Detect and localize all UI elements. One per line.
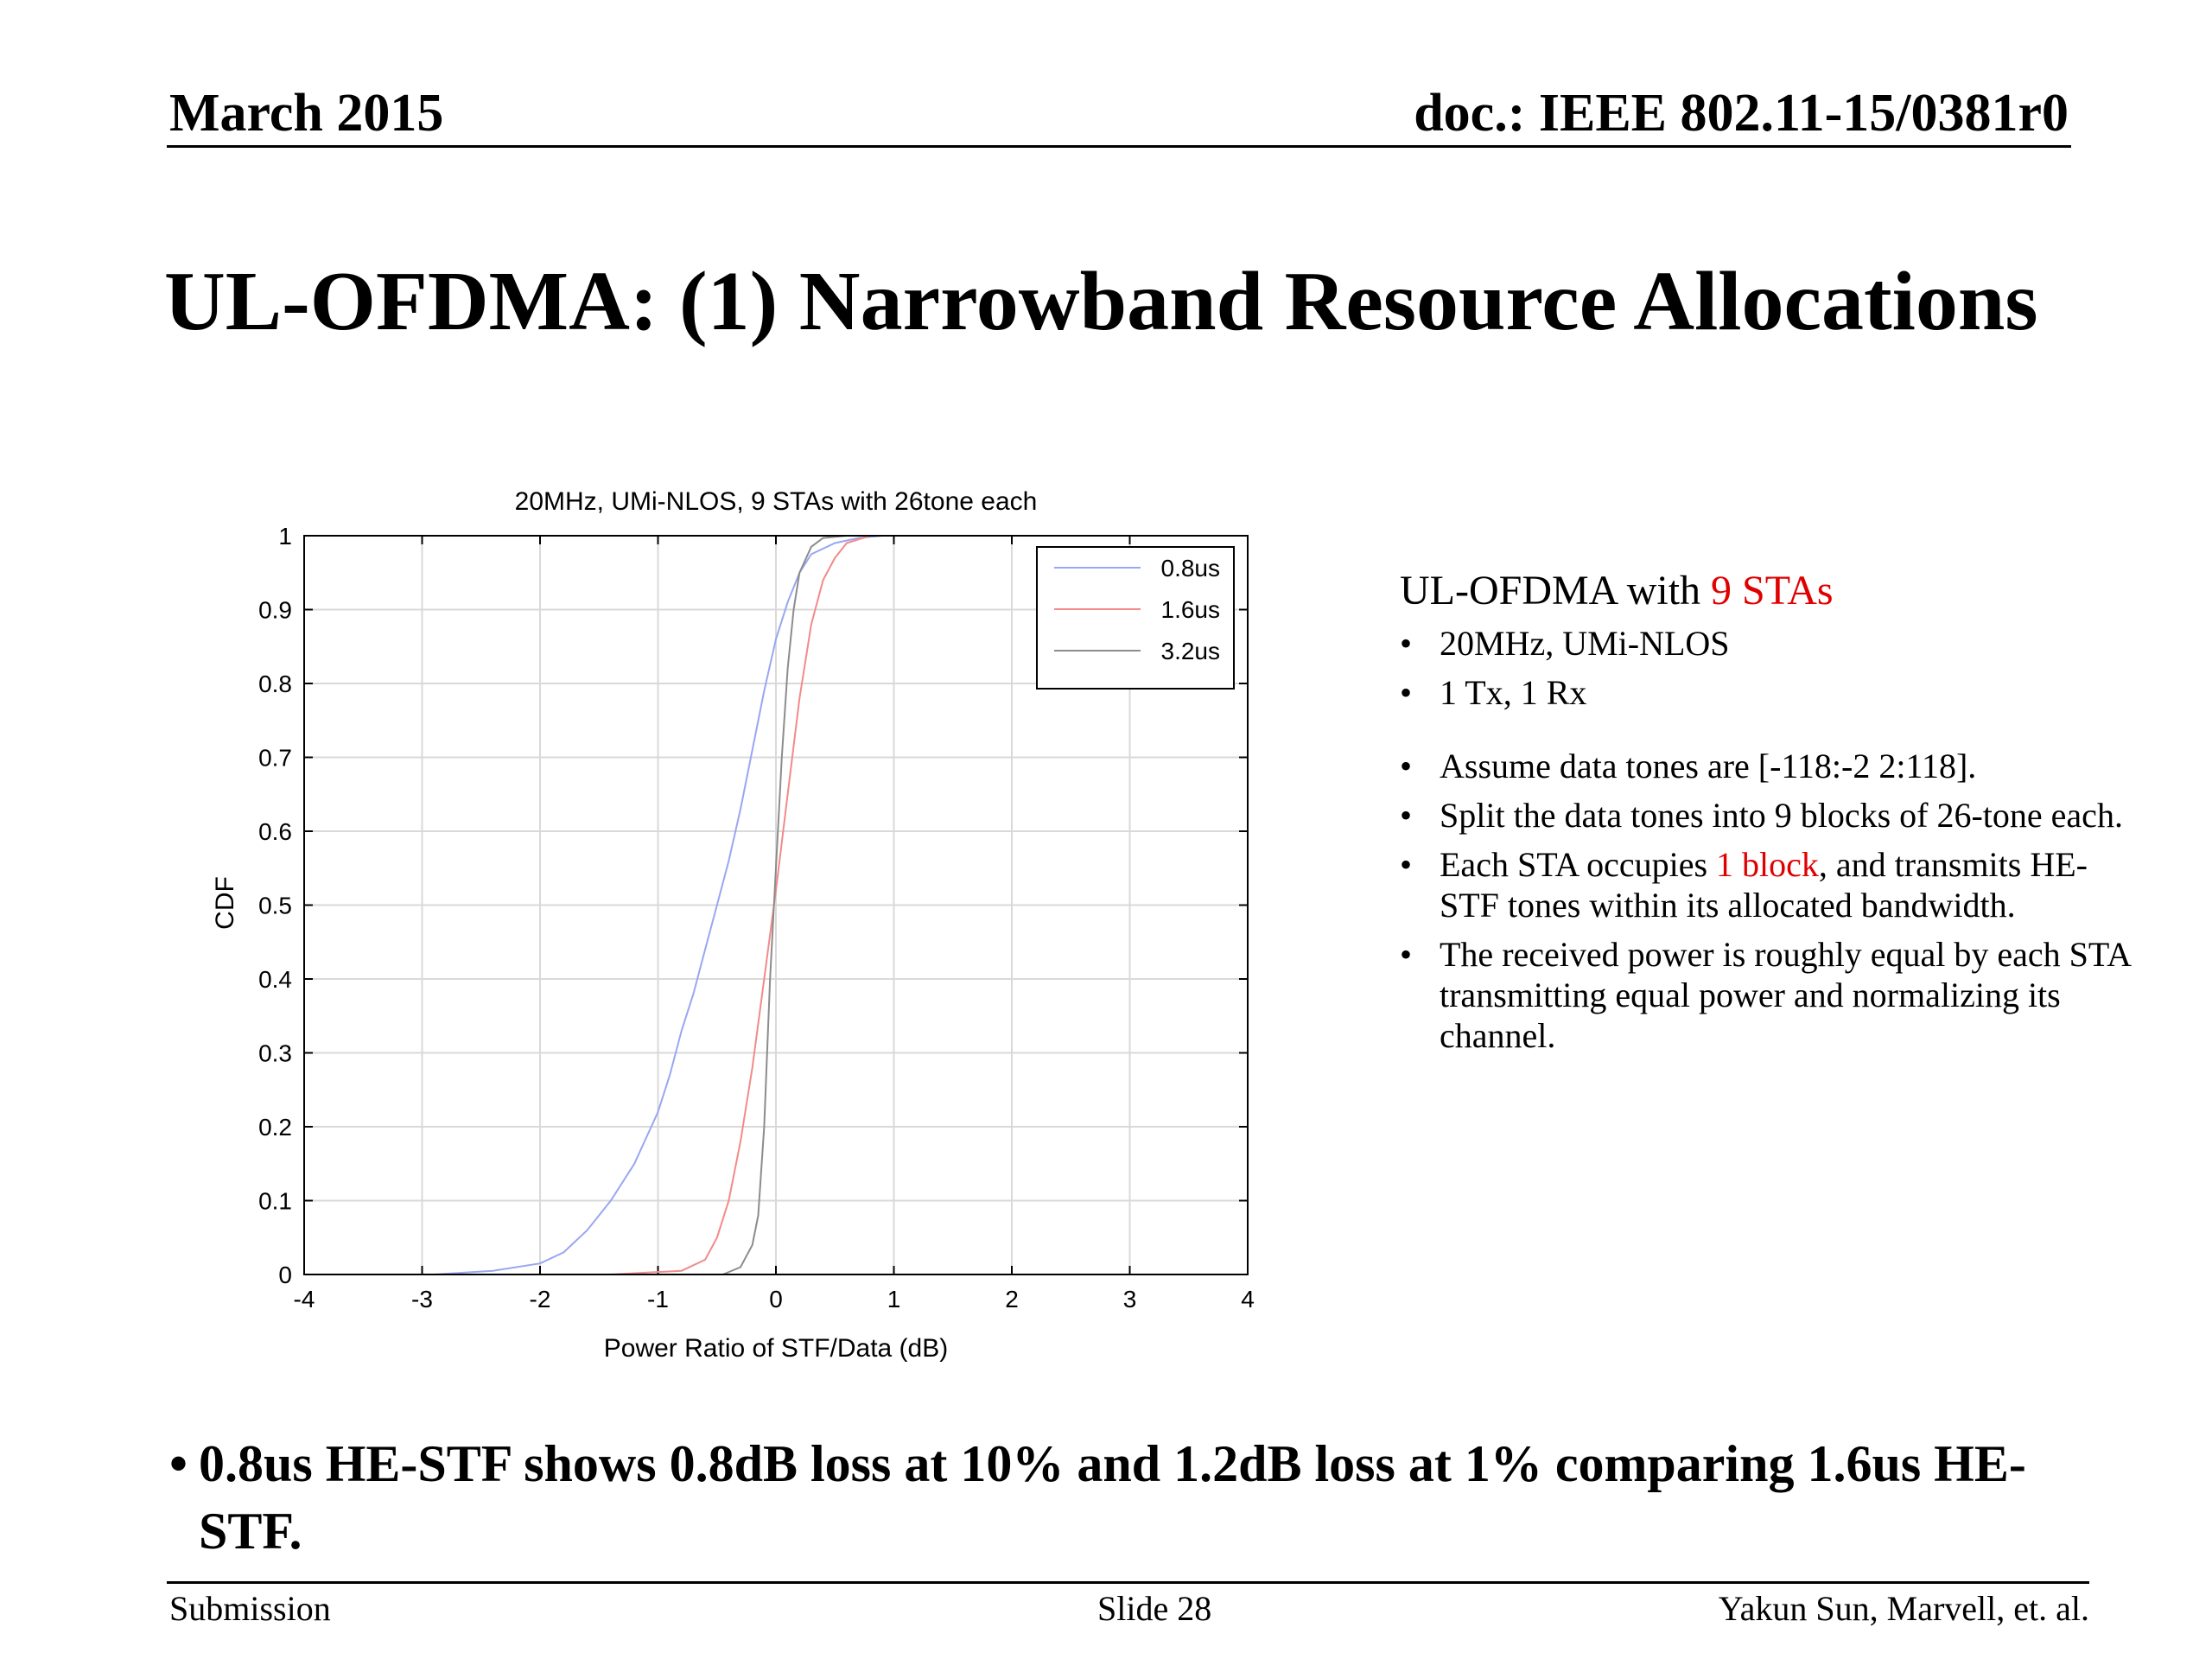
x-tick-label: -1 bbox=[647, 1286, 669, 1313]
series-point bbox=[704, 949, 706, 950]
slide-title: UL-OFDMA: (1) Narrowband Resource Allocations bbox=[164, 255, 2038, 348]
chart-legend bbox=[1037, 547, 1234, 689]
header-date: March 2015 bbox=[169, 84, 444, 143]
chart-ylabel: CDF bbox=[211, 876, 239, 930]
y-tick-label: 0.8 bbox=[258, 671, 292, 697]
assumption-text-after: , and transmits HE-STF tones within its allocated bandwidth. bbox=[1440, 844, 2088, 925]
heading-highlight: 9 STAs bbox=[1711, 568, 1834, 613]
y-tick-label: 0 bbox=[278, 1262, 292, 1288]
cdf-chart bbox=[190, 480, 1313, 1378]
series-point bbox=[587, 1230, 588, 1231]
series-point bbox=[764, 978, 766, 980]
y-tick-label: 0.4 bbox=[258, 966, 292, 993]
chart-title: 20MHz, UMi-NLOS, 9 STAs with 26tone each bbox=[514, 487, 1038, 516]
series-point bbox=[823, 580, 824, 582]
series-point bbox=[728, 860, 730, 861]
x-tick-label: 2 bbox=[1005, 1286, 1019, 1313]
series-point bbox=[716, 905, 718, 906]
series-point bbox=[810, 624, 812, 626]
header-rule bbox=[167, 145, 2071, 148]
y-tick-label: 0.6 bbox=[258, 818, 292, 845]
x-tick-label: -3 bbox=[411, 1286, 433, 1313]
assumption-item: • Assume data tones are [-118:-2 2:118]. bbox=[1400, 746, 2143, 786]
footer-rule bbox=[167, 1581, 2089, 1584]
right-panel-heading bbox=[1400, 566, 2143, 616]
series-point bbox=[658, 1111, 659, 1113]
series-point bbox=[758, 1215, 760, 1217]
series-point bbox=[752, 1244, 753, 1246]
legend-label: 0.8us bbox=[1160, 555, 1220, 582]
y-tick-label: 1 bbox=[278, 523, 292, 550]
x-tick-label: -2 bbox=[529, 1286, 551, 1313]
series-point bbox=[775, 639, 777, 640]
footer-slide-number: Slide 28 bbox=[1097, 1589, 1212, 1628]
series-point bbox=[787, 668, 789, 670]
x-tick-label: 4 bbox=[1241, 1286, 1255, 1313]
assumption-item: • The received power is roughly equal by each STA transmitting equal power and normalizing its channel. bbox=[1400, 934, 2143, 1056]
series-point bbox=[846, 543, 848, 544]
assumption-highlight: 1 block bbox=[1716, 844, 1819, 884]
series-point bbox=[764, 690, 766, 692]
series-point bbox=[610, 1200, 612, 1202]
conclusion-text: 0.8us HE-STF shows 0.8dB loss at 10% and 1.2dB loss at 1% comparing 1.6us HE-STF. bbox=[199, 1435, 2026, 1560]
series-point bbox=[716, 1236, 718, 1238]
y-tick-label: 0.9 bbox=[258, 596, 292, 624]
series-point bbox=[834, 543, 836, 544]
setup-item: • 1 Tx, 1 Rx bbox=[1400, 672, 2143, 713]
bullet-mark: • bbox=[169, 1435, 188, 1492]
series-point bbox=[752, 1067, 753, 1069]
series-point bbox=[810, 554, 812, 556]
series-point bbox=[752, 749, 753, 751]
right-panel bbox=[1400, 566, 2143, 1065]
y-tick-label: 0.2 bbox=[258, 1114, 292, 1141]
series-point bbox=[681, 1030, 683, 1032]
series-point bbox=[563, 1252, 565, 1254]
series-point bbox=[539, 1262, 541, 1264]
x-tick-label: -4 bbox=[293, 1286, 315, 1313]
series-point bbox=[787, 793, 789, 795]
setup-item: • 20MHz, UMi-NLOS bbox=[1400, 623, 2143, 664]
assumption-item bbox=[1400, 844, 2143, 925]
x-tick-label: 1 bbox=[887, 1286, 901, 1313]
assumption-item: • Split the data tones into 9 blocks of 26-tone each. bbox=[1400, 795, 2143, 836]
series-point bbox=[810, 546, 812, 548]
footer-authors: Yakun Sun, Marvell, et. al. bbox=[1718, 1589, 2089, 1628]
footer-submission: Submission bbox=[169, 1589, 331, 1628]
series-point bbox=[781, 757, 783, 759]
series-point bbox=[740, 1267, 741, 1268]
series-point bbox=[764, 1126, 766, 1128]
conclusion-bullet bbox=[169, 1430, 2088, 1565]
series-point bbox=[669, 1074, 671, 1076]
series-point bbox=[493, 1270, 494, 1272]
y-tick-label: 0.5 bbox=[258, 892, 292, 919]
series-point bbox=[787, 601, 789, 603]
series-point bbox=[823, 537, 824, 539]
series-point bbox=[693, 993, 695, 995]
series-point bbox=[704, 1259, 706, 1261]
series-point bbox=[799, 572, 801, 574]
series-point bbox=[633, 1163, 635, 1165]
y-tick-label: 0.1 bbox=[258, 1187, 292, 1215]
chart-area bbox=[190, 480, 1313, 1382]
y-tick-label: 0.7 bbox=[258, 744, 292, 772]
x-tick-label: 3 bbox=[1122, 1286, 1137, 1313]
series-point bbox=[775, 868, 777, 869]
series-point bbox=[793, 609, 795, 611]
series-point bbox=[740, 1141, 741, 1142]
x-tick-label: 0 bbox=[769, 1286, 783, 1313]
heading-prefix: UL-OFDMA with bbox=[1400, 568, 1712, 613]
y-tick-label: 0.3 bbox=[258, 1039, 292, 1067]
assumption-list bbox=[1400, 746, 2143, 1056]
setup-list bbox=[1400, 623, 2143, 713]
series-point bbox=[799, 697, 801, 699]
assumption-text-before: Each STA occupies bbox=[1440, 844, 1717, 884]
legend-label: 1.6us bbox=[1160, 596, 1220, 623]
series-point bbox=[834, 557, 836, 559]
legend-label: 3.2us bbox=[1160, 638, 1220, 664]
chart-xlabel: Power Ratio of STF/Data (dB) bbox=[603, 1334, 949, 1363]
series-point bbox=[728, 1200, 730, 1202]
series-point bbox=[740, 809, 741, 810]
series-point bbox=[769, 978, 771, 980]
header-doc-id: doc.: IEEE 802.11-15/0381r0 bbox=[1414, 84, 2069, 143]
series-point bbox=[681, 1270, 683, 1272]
